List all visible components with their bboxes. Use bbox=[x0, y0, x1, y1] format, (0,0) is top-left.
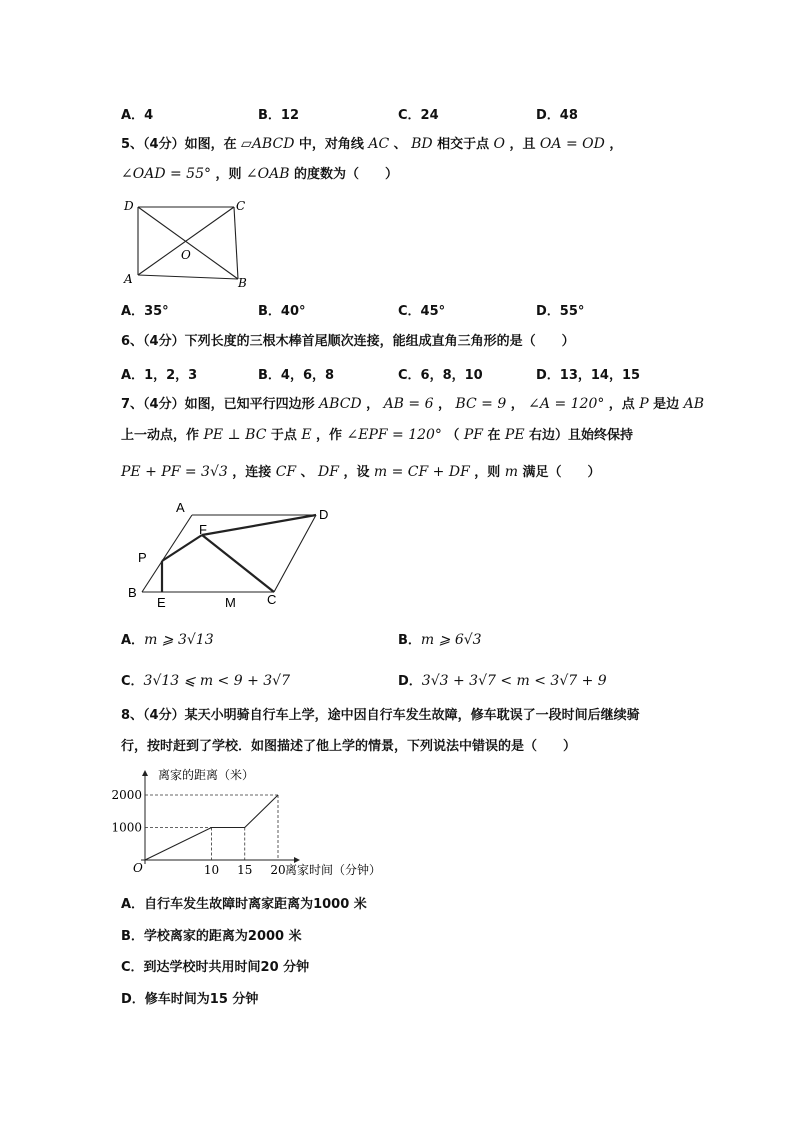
question-text: 行，按时赶到了学校．如图描述了他上学的情景，下列说法中错误的是（ ） bbox=[121, 739, 577, 754]
q8-option-c[interactable] bbox=[121, 956, 309, 975]
option-text: 6，8，10 bbox=[420, 368, 483, 383]
option-text: 自行车发生故障时离家距离为1000 米 bbox=[144, 897, 367, 912]
q6-option-a[interactable] bbox=[121, 364, 197, 383]
math-expression: CF bbox=[271, 464, 301, 480]
text-segment: 右边）且始终保持 bbox=[529, 428, 634, 443]
rich-line bbox=[121, 428, 633, 443]
text-segment: ， bbox=[609, 137, 623, 152]
option-letter: B． bbox=[121, 929, 144, 944]
option-text: 45° bbox=[420, 304, 446, 319]
vertex-label-c: C bbox=[236, 199, 246, 213]
text-segment: 于点 bbox=[270, 428, 297, 443]
option-text: m ⩾ 6√3 bbox=[420, 632, 482, 648]
math-expression: O bbox=[489, 136, 510, 152]
option-letter: B． bbox=[398, 633, 421, 648]
option-text: 35° bbox=[144, 304, 169, 319]
distance-time-chart bbox=[111, 764, 408, 882]
q5-line-1 bbox=[121, 135, 622, 154]
math-expression: m = CF + DF bbox=[369, 464, 475, 480]
option-text: m ⩾ 3√13 bbox=[144, 632, 214, 648]
option-letter: A． bbox=[121, 108, 145, 123]
question-text: 某天小明骑自行车上学，途中因自行车发生故障，修车耽误了一段时间后继续骑 bbox=[184, 708, 640, 723]
q5-option-b[interactable] bbox=[258, 300, 306, 319]
math-expression: ∠OAD = 55° bbox=[121, 166, 216, 182]
y-axis-arrow bbox=[142, 770, 148, 776]
q7-option-c[interactable] bbox=[121, 670, 290, 689]
option-text: 12 bbox=[280, 108, 300, 123]
question-number: 7、（4分） bbox=[121, 397, 185, 412]
option-letter: C． bbox=[398, 304, 421, 319]
rich-line bbox=[185, 397, 704, 412]
option-text: 3√13 ⩽ m < 9 + 3√7 bbox=[143, 673, 290, 689]
option-text: 13，14，15 bbox=[559, 368, 641, 383]
parallelogram-figure-q7 bbox=[120, 496, 340, 614]
option-letter: C． bbox=[398, 368, 421, 383]
option-letter: B． bbox=[258, 304, 281, 319]
text-segment: 、 bbox=[300, 465, 314, 480]
option-text: 4，6，8 bbox=[280, 368, 335, 383]
q7-option-b[interactable] bbox=[398, 629, 482, 648]
text-segment: ，则 bbox=[474, 465, 501, 480]
option-letter: A． bbox=[121, 633, 145, 648]
origin-label: O bbox=[133, 861, 143, 875]
q8-line-2 bbox=[121, 738, 576, 756]
text-segment: 是边 bbox=[653, 397, 680, 412]
option-letter: D． bbox=[121, 992, 145, 1007]
math-expression: ∠EPF = 120° bbox=[342, 427, 447, 443]
math-expression: PF bbox=[459, 427, 488, 443]
vertex-label-a: A bbox=[124, 272, 133, 286]
math-expression: ∠OAB bbox=[241, 166, 294, 182]
math-expression: E bbox=[296, 427, 317, 443]
y-axis-label: 离家的距离（米） bbox=[158, 768, 255, 782]
option-letter: A． bbox=[121, 304, 145, 319]
vertex-label-f: F bbox=[199, 522, 207, 537]
q5-option-d[interactable] bbox=[536, 300, 584, 319]
option-letter: D． bbox=[536, 108, 560, 123]
q5-option-c[interactable] bbox=[398, 300, 445, 319]
math-expression: OA = OD bbox=[535, 136, 610, 152]
q5-line-2 bbox=[121, 165, 398, 184]
option-text: 到达学校时共用时间20 分钟 bbox=[143, 960, 310, 975]
question-text: 下列长度的三根木棒首尾顺次连接，能组成直角三角形的是（ ） bbox=[184, 334, 575, 349]
x-tick-label: 20 bbox=[270, 863, 286, 877]
text-segment: ，点 bbox=[608, 397, 635, 412]
math-expression: ABCD bbox=[314, 396, 367, 412]
q8-option-d[interactable] bbox=[121, 988, 258, 1007]
vertex-label-p: P bbox=[138, 550, 147, 565]
text-segment: ，则 bbox=[215, 167, 242, 182]
q4-option-d[interactable] bbox=[536, 104, 578, 123]
text-segment: ， bbox=[437, 397, 451, 412]
option-letter: D． bbox=[536, 304, 560, 319]
q6-option-d[interactable] bbox=[536, 364, 640, 383]
option-text: 48 bbox=[559, 108, 578, 123]
text-segment: （ bbox=[446, 428, 460, 443]
q6-stem bbox=[121, 333, 575, 351]
math-expression: AB bbox=[679, 396, 705, 412]
question-number: 6、（4分） bbox=[121, 334, 185, 349]
option-text: 55° bbox=[559, 304, 585, 319]
option-text: 24 bbox=[420, 108, 439, 123]
text-segment: ， bbox=[366, 397, 380, 412]
math-expression: m bbox=[500, 464, 523, 480]
q6-option-b[interactable] bbox=[258, 364, 334, 383]
text-segment: 、 bbox=[393, 137, 407, 152]
math-expression: DF bbox=[313, 464, 344, 480]
option-text: 3√3 + 3√7 < m < 3√7 + 9 bbox=[421, 673, 607, 689]
text-segment: 在 bbox=[487, 428, 501, 443]
text-segment: 的度数为（ ） bbox=[293, 167, 398, 182]
text-segment: 如图，已知平行四边形 bbox=[184, 397, 315, 412]
option-text: 4 bbox=[144, 108, 154, 123]
q7-option-a[interactable] bbox=[121, 629, 214, 648]
math-expression: BD bbox=[406, 136, 438, 152]
text-segment: 相交于点 bbox=[437, 137, 490, 152]
rich-line bbox=[121, 465, 600, 480]
y-tick-label: 1000 bbox=[111, 820, 142, 835]
vertex-label-e: E bbox=[157, 595, 166, 610]
x-tick-label: 10 bbox=[203, 863, 220, 877]
question-number: 5、（4分） bbox=[121, 137, 185, 152]
option-letter: A． bbox=[121, 368, 145, 383]
text-segment: 如图，在 bbox=[184, 137, 237, 152]
math-expression: AB = 6 bbox=[379, 396, 438, 412]
q7-line-1 bbox=[121, 395, 704, 414]
rich-line bbox=[185, 137, 623, 152]
option-letter: A． bbox=[121, 897, 145, 912]
option-letter: D． bbox=[536, 368, 560, 383]
point-label-m: M bbox=[225, 595, 236, 610]
vertex-label-d: D bbox=[124, 199, 134, 213]
math-expression: PE bbox=[500, 427, 530, 443]
text-segment: ， bbox=[510, 397, 524, 412]
text-segment: 中，对角线 bbox=[298, 137, 364, 152]
vertex-label-a: A bbox=[176, 500, 185, 515]
text-segment: 上一动点，作 bbox=[121, 428, 200, 443]
math-expression: PE + PF = 3√3 bbox=[121, 464, 233, 480]
math-expression: BC = 9 bbox=[450, 396, 511, 412]
text-segment: ，作 bbox=[316, 428, 343, 443]
question-number: 8、（4分） bbox=[121, 708, 185, 723]
q6-option-c[interactable] bbox=[398, 364, 483, 383]
option-text: 40° bbox=[280, 304, 306, 319]
option-text: 1，2，3 bbox=[144, 368, 198, 383]
text-segment: ，且 bbox=[509, 137, 536, 152]
math-expression: P bbox=[634, 396, 654, 412]
vertex-label-d: D bbox=[319, 507, 329, 522]
q4-option-b[interactable] bbox=[258, 104, 299, 123]
math-expression: ▱ABCD bbox=[236, 136, 299, 152]
q7-option-d[interactable] bbox=[398, 670, 607, 689]
q7-line-3 bbox=[121, 463, 600, 482]
parallelogram-figure-q5 bbox=[118, 195, 258, 293]
text-segment: ，设 bbox=[343, 465, 370, 480]
option-letter: B． bbox=[258, 368, 281, 383]
rich-line bbox=[121, 167, 398, 182]
y-tick-label: 2000 bbox=[111, 788, 142, 802]
option-letter: B． bbox=[258, 108, 281, 123]
text-segment: ，连接 bbox=[232, 465, 272, 480]
math-expression: PE ⊥ BC bbox=[199, 427, 271, 443]
option-text: 学校离家的距离为2000 米 bbox=[143, 929, 302, 944]
math-expression: ∠A = 120° bbox=[523, 396, 609, 412]
q7-line-2 bbox=[121, 426, 633, 445]
vertex-label-b: B bbox=[238, 276, 247, 290]
q4-option-c[interactable] bbox=[398, 104, 439, 123]
option-letter: D． bbox=[398, 674, 422, 689]
option-letter: C． bbox=[398, 108, 421, 123]
q8-option-b[interactable] bbox=[121, 925, 302, 944]
option-letter: C． bbox=[121, 960, 144, 975]
q8-line-1 bbox=[121, 707, 640, 725]
option-text: 修车时间为15 分钟 bbox=[144, 992, 259, 1007]
q8-option-a[interactable] bbox=[121, 893, 367, 912]
q4-option-a[interactable] bbox=[121, 104, 153, 123]
vertex-label-c: C bbox=[267, 592, 277, 607]
text-segment: 满足（ ） bbox=[522, 465, 601, 480]
math-expression: AC bbox=[363, 136, 394, 152]
option-letter: C． bbox=[121, 674, 144, 689]
vertex-label-b: B bbox=[128, 585, 137, 600]
x-tick-label: 15 bbox=[237, 863, 253, 877]
vertex-label-o: O bbox=[181, 248, 191, 262]
q5-option-a[interactable] bbox=[121, 300, 169, 319]
x-axis-label: 离家时间（分钟） bbox=[285, 863, 382, 877]
